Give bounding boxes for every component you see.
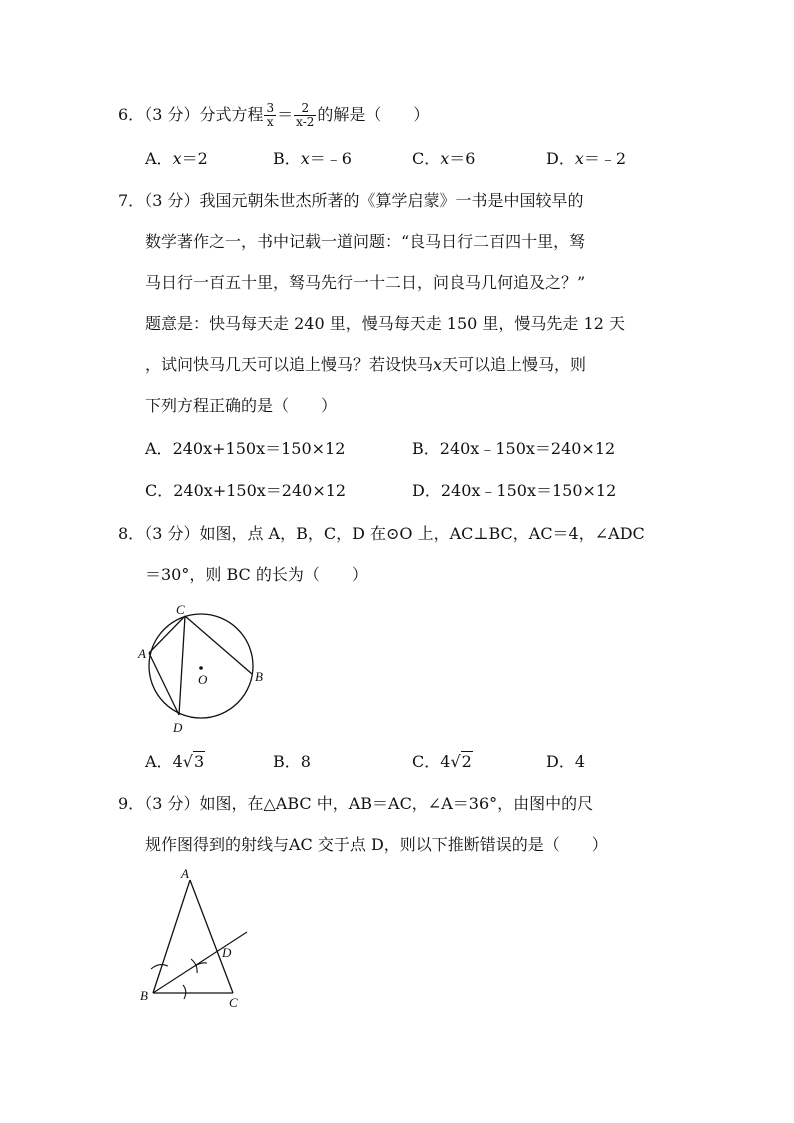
q6-option-c [412,148,475,170]
q9-label-d: D [222,945,232,960]
q6-frac1-numerator: 3 [266,101,275,115]
q9-number: 9． [118,794,145,813]
q8-option-a-sqrt: √3 [182,752,205,771]
q6-stem-after: 的解是（ ） [317,105,430,124]
q7-option-b-label: B． [412,439,440,458]
q8-option-c [412,751,473,773]
q7-text-5b: 天可以追上慢马，则 [442,355,587,374]
q6-option-a-var: x [172,149,182,168]
q7-line-6: 下列方程正确的是（ ） [145,396,338,415]
q7-text-1: （3 分）我国元朝朱世杰所著的《算学启蒙》一书是中国较早的 [144,191,584,210]
q8-text-1: （3 分）如图，点 A，B，C，D 在⊙O 上，AC⊥BC，AC＝4，∠ADC [144,524,645,543]
q8-label-c: C [176,602,185,617]
q6-frac2-denominator: x-2 [296,115,315,129]
q8-option-d-value: 4 [574,752,586,771]
q7-option-b [412,438,615,460]
q9-side-ab [153,880,190,993]
q8-option-a-label: A． [145,752,173,771]
q6-option-d-var: x [574,149,584,168]
q6-option-a [145,148,208,170]
q6-option-d [546,148,626,170]
q7-line-1 [118,190,583,212]
q8-option-c-label: C． [412,752,441,771]
q8-option-b [273,751,311,773]
q6-option-c-label: C． [412,149,441,168]
q7-option-c [145,480,346,502]
q7-line-3: 马日行一百五十里，驽马先行一十二日，问良马几何追及之？” [145,273,586,292]
q8-option-c-radicand: 2 [461,752,472,771]
q8-center-dot [199,666,203,670]
q6-option-d-label: D． [546,149,575,168]
q9-label-c: C [229,995,238,1010]
q6-option-b-value: ＝﹣6 [309,149,352,168]
q8-option-a-radicand: 3 [193,752,205,771]
q8-option-a [145,751,205,773]
q6-option-c-var: x [440,149,450,168]
q7-option-d [412,480,616,502]
q8-label-b: B [255,669,263,684]
q7-option-d-label: D． [412,481,441,500]
q8-segment-ad [149,653,179,715]
q6-frac2-numerator: 2 [294,102,316,116]
q7-text-5a: ，试问快马几天可以追上慢马？若设快马 [145,355,434,374]
q8-option-d [546,751,585,773]
q7-line-4: 题意是：快马每天走 240 里，慢马每天走 150 里，慢马先走 12 天 [145,314,625,333]
q7-option-b-text: 240x﹣150x＝240×12 [439,439,616,458]
q7-option-a-label: A． [145,439,173,458]
q6-frac1-denominator: x [266,115,274,129]
q8-option-c-sqrt: √2 [450,752,472,771]
q7-line-5 [145,354,586,376]
q6-fraction-1 [264,102,276,129]
q9-label-b: B [140,988,148,1003]
q8-option-b-label: B． [273,752,301,771]
q6-option-b [273,148,352,170]
q8-segment-ca [149,616,185,653]
q6-option-a-value: ＝2 [181,149,208,168]
q8-label-o: O [198,672,208,687]
q9-arc-mark-bc [183,985,186,999]
q7-line-2: 数学著作之一，书中记载一道问题：“良马日行二百四十里，驽 [145,232,586,251]
q8-segment-cb [185,616,252,674]
q6-option-b-var: x [300,149,310,168]
q9-label-a: A [181,866,189,881]
q9-arc-cross-2 [195,963,207,966]
q8-label-d: D [173,720,183,735]
q8-label-a: A [138,646,146,661]
q9-text-1: （3 分）如图，在△ABC 中，AB＝AC，∠A＝36°，由图中的尺 [144,794,594,813]
q6-score: （3 分） [144,105,200,124]
q6-stem [118,102,429,129]
q8-option-c-coef: 4 [440,752,451,771]
q6-option-b-label: B． [273,149,301,168]
q6-option-d-value: ＝﹣2 [583,149,627,168]
q6-stem-before: 分式方程 [199,105,264,124]
q9-triangle-figure [135,865,255,1013]
q8-option-a-coef: 4 [172,752,183,771]
q8-circle-figure [135,600,270,740]
q8-option-b-value: 8 [300,752,311,771]
q8-option-d-label: D． [546,752,575,771]
q6-equals: ＝ [277,105,294,124]
q6-option-a-label: A． [145,149,173,168]
q8-line-1 [118,523,645,545]
q9-bisector-ray [153,932,247,993]
q9-arc-mark-ab [151,965,168,969]
q8-number: 8． [118,524,145,543]
q7-option-d-text: 240x﹣150x＝150×12 [440,481,617,500]
q7-option-a [145,438,345,460]
q6-option-c-value: ＝6 [449,149,476,168]
q7-var-x: x [433,355,443,374]
q6-number: 6． [118,105,145,124]
q9-line-2: 规作图得到的射线与AC 交于点 D，则以下推断错误的是（ ） [145,835,608,854]
q7-option-c-label: C． [145,481,174,500]
q8-line-2: ＝30°，则 BC 的长为（ ） [145,565,368,584]
q6-fraction-2 [294,102,316,129]
q9-side-ac [190,880,233,993]
q7-option-c-text: 240x+150x＝240×12 [173,481,347,500]
q7-option-a-text: 240x+150x＝150×12 [172,439,346,458]
q7-number: 7． [118,191,145,210]
q8-segment-cd [179,616,185,715]
q9-line-1 [118,793,593,815]
